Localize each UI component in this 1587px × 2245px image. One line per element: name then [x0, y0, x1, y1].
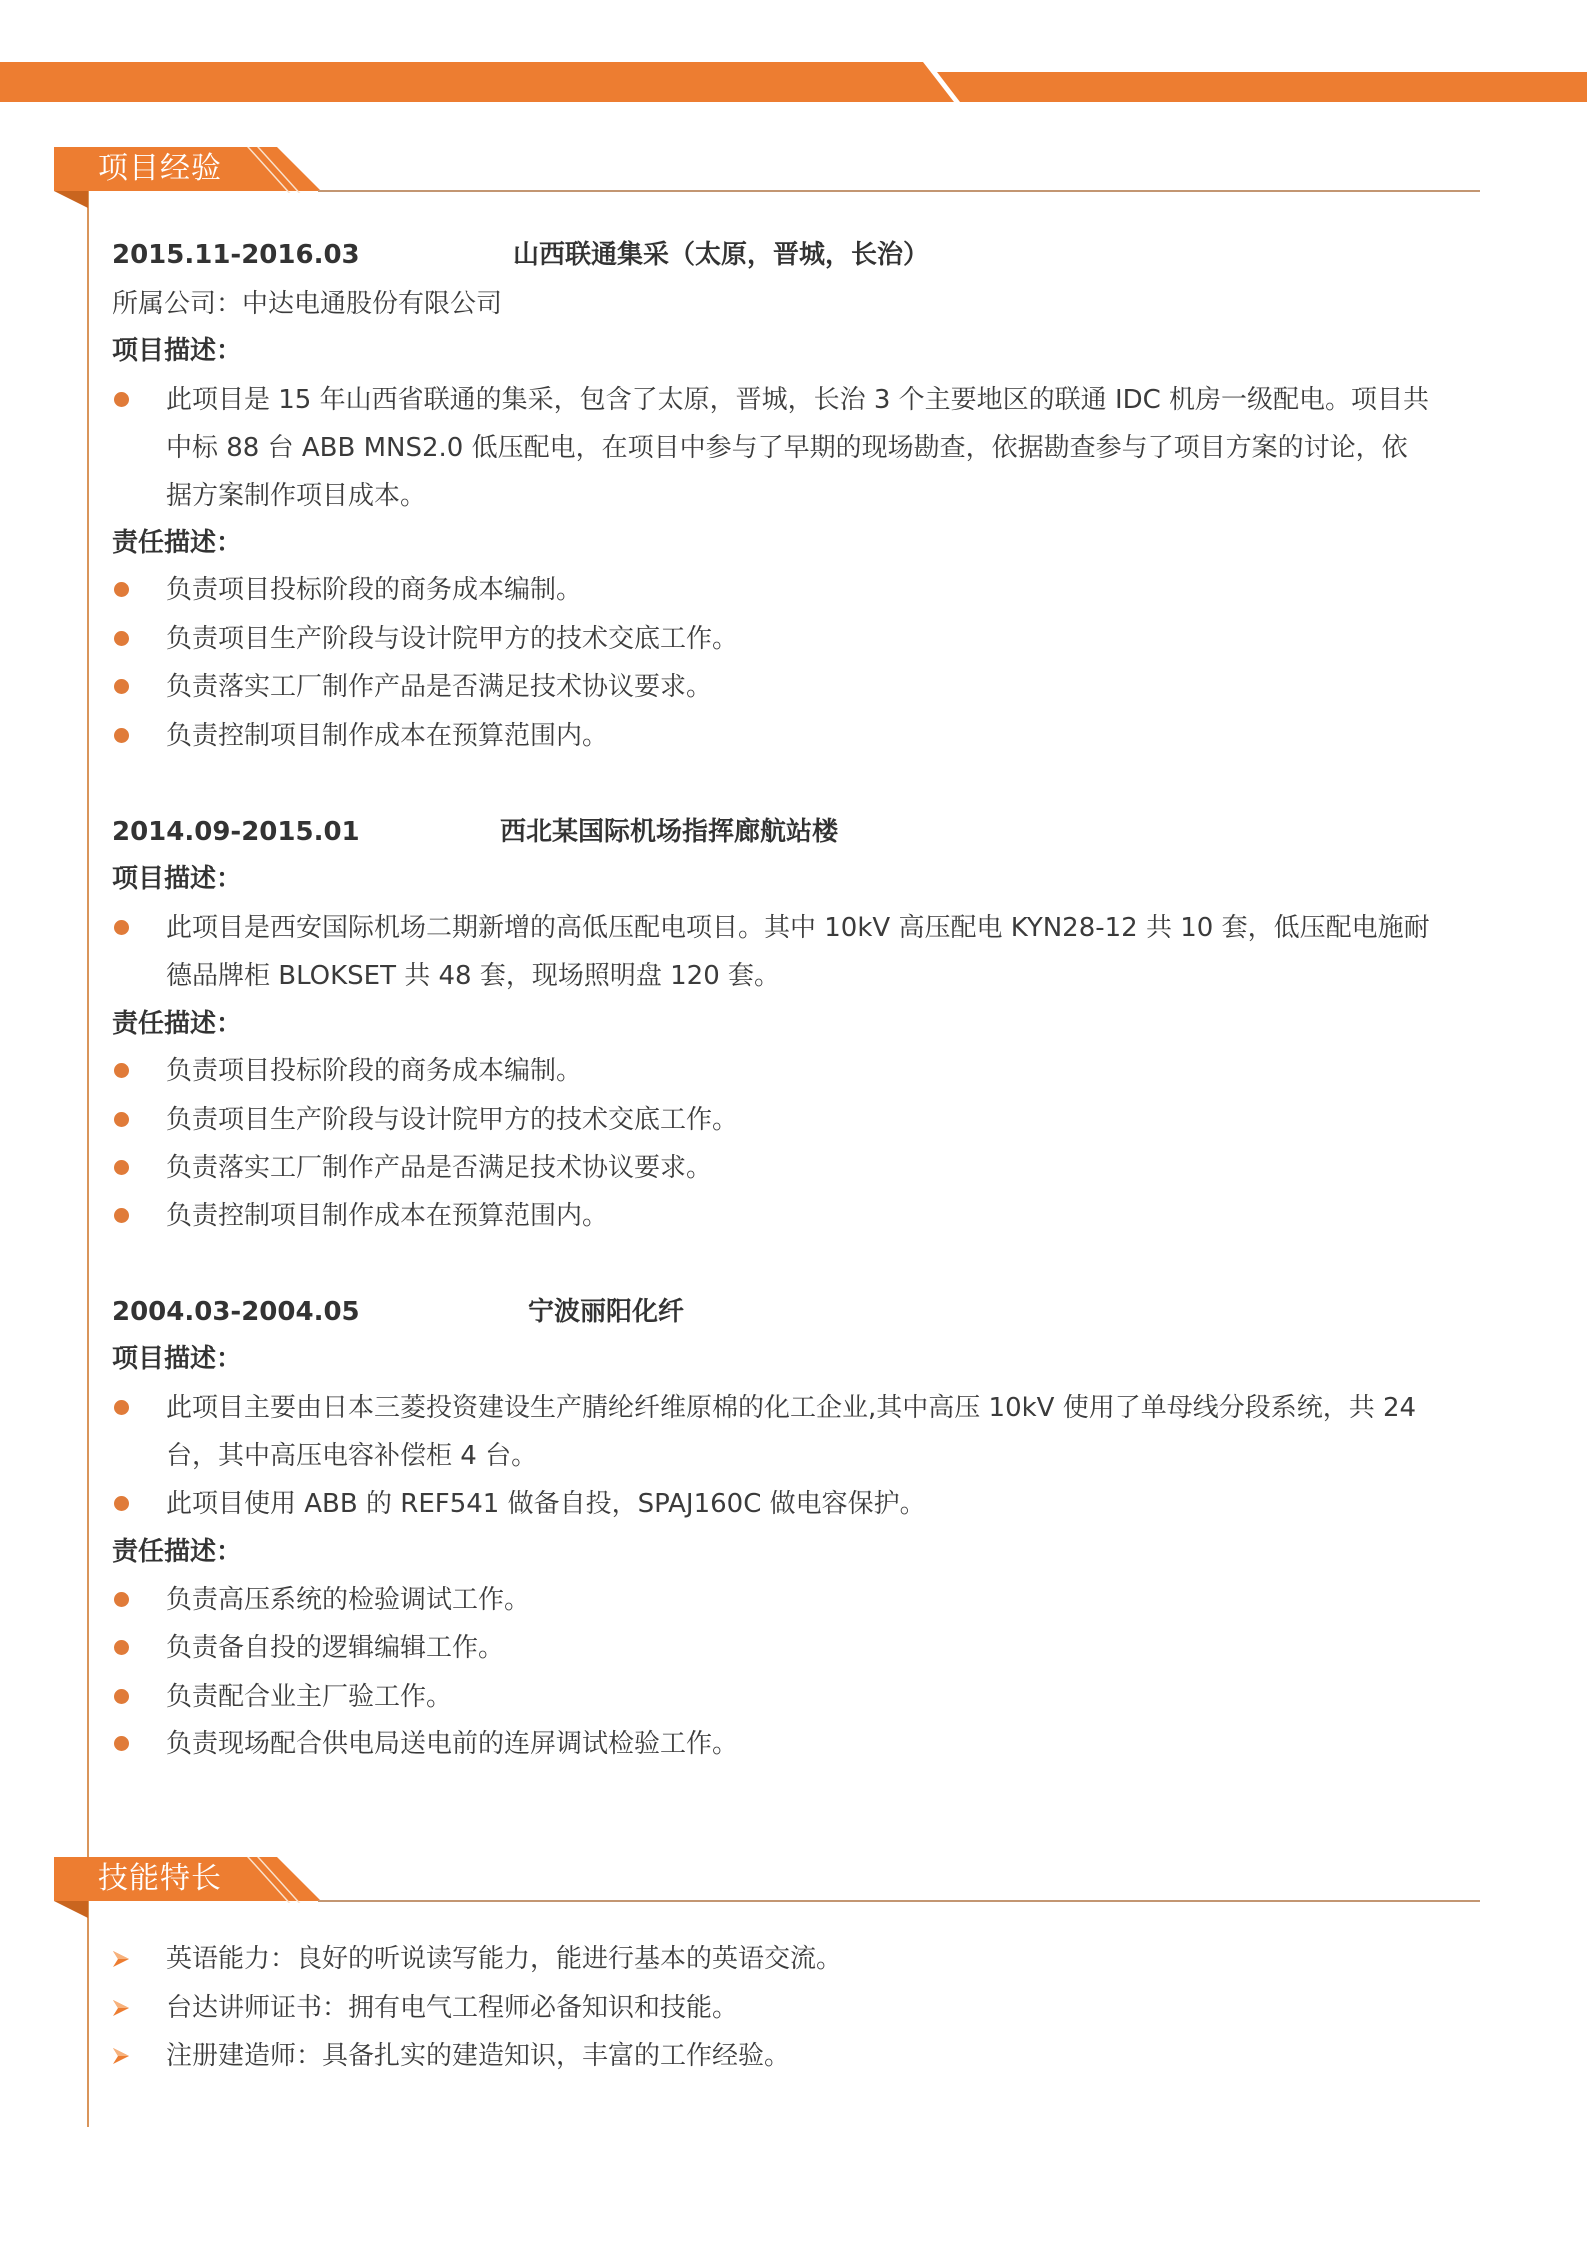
- bullet-dot-icon: [114, 1063, 129, 1078]
- bullet-dot-icon: [114, 728, 129, 743]
- list-item: [112, 1576, 1432, 1624]
- list-item: [112, 663, 1432, 711]
- list-item: [112, 615, 1432, 663]
- list-item-text: 负责高压系统的检验调试工作。: [166, 1585, 531, 1615]
- skill-item-text: 英语能力：良好的听说读写能力，能进行基本的英语交流。: [166, 1944, 843, 1974]
- list-item: [112, 1624, 1432, 1672]
- list-item-text: 此项目使用 ABB 的 REF541 做备自投，SPAJ160C 做电容保护。: [166, 1489, 926, 1519]
- tab-fold-decoration: [54, 1901, 88, 1918]
- bullet-dot-icon: [114, 1400, 129, 1415]
- list-item: [112, 1384, 1432, 1480]
- duty-desc-label: 责任描述：: [112, 1009, 243, 1039]
- arrow-bullet-icon: [112, 2047, 130, 2065]
- project-name: 西北某国际机场指挥廊航站楼: [500, 817, 839, 847]
- list-item-text: 负责项目投标阶段的商务成本编制。: [166, 575, 583, 605]
- skill-item-text: 注册建造师：具备扎实的建造知识，丰富的工作经验。: [166, 2041, 791, 2071]
- list-item-text: 负责配合业主厂验工作。: [166, 1682, 453, 1712]
- tab-fold-decoration: [54, 191, 88, 208]
- bullet-dot-icon: [114, 1112, 129, 1127]
- project-name: 宁波丽阳化纤: [528, 1297, 685, 1327]
- company-label: 所属公司：: [112, 289, 243, 319]
- section-divider-line: [318, 1900, 1480, 1902]
- list-item: [112, 1673, 1432, 1721]
- bullet-dot-icon: [114, 1208, 129, 1223]
- list-item-text: 负责落实工厂制作产品是否满足技术协议要求。: [166, 672, 713, 702]
- section-title: 项目经验: [98, 151, 222, 186]
- project-desc-label: 项目描述：: [112, 864, 243, 894]
- list-item: [112, 1096, 1432, 1144]
- list-item-text: 负责现场配合供电局送电前的连屏调试检验工作。: [166, 1729, 739, 1759]
- project-desc-label: 项目描述：: [112, 1344, 243, 1374]
- list-item-text: 负责项目生产阶段与设计院甲方的技术交底工作。: [166, 624, 739, 654]
- skill-item: [112, 2032, 1432, 2080]
- bullet-dot-icon: [114, 679, 129, 694]
- list-item-text: 负责控制项目制作成本在预算范围内。: [166, 1201, 609, 1231]
- bullet-dot-icon: [114, 1640, 129, 1655]
- bullet-dot-icon: [114, 1736, 129, 1751]
- duty-desc-label: 责任描述：: [112, 1537, 243, 1567]
- list-item-text: 负责项目生产阶段与设计院甲方的技术交底工作。: [166, 1105, 739, 1135]
- list-item: [112, 1480, 1432, 1528]
- list-item: [112, 566, 1432, 614]
- section-title: 技能特长: [98, 1861, 222, 1896]
- bullet-dot-icon: [114, 582, 129, 597]
- project-period: 2004.03-2004.05: [112, 1297, 360, 1327]
- top-banner-right: [937, 72, 1587, 102]
- duty-desc-label: 责任描述：: [112, 528, 243, 558]
- list-item-text: 负责控制项目制作成本在预算范围内。: [166, 721, 609, 751]
- section-header-skills: [54, 1857, 324, 1937]
- company-name: 中达电通股份有限公司: [242, 289, 503, 319]
- project-desc-label: 项目描述：: [112, 336, 243, 366]
- project-name: 山西联通集采（太原，晋城，长治）: [513, 240, 930, 270]
- list-item-text: 此项目主要由日本三菱投资建设生产腈纶纤维原棉的化工企业,其中高压 10kV 使用了单母线分段系统，共 24 台，其中高压电容补偿柜 4 台。: [166, 1393, 1417, 1471]
- list-item: [112, 1720, 1432, 1768]
- project-period: 2014.09-2015.01: [112, 817, 360, 847]
- arrow-bullet-icon: [112, 1950, 130, 1968]
- skill-item-text: 台达讲师证书：拥有电气工程师必备知识和技能。: [166, 1993, 739, 2023]
- section-header-experience: [54, 147, 324, 227]
- list-item-text: 此项目是 15 年山西省联通的集采，包含了太原，晋城，长治 3 个主要地区的联通 IDC 机房一级配电。项目共中标 88 台 ABB MNS2.0 低压配电，在项目中参与了早期的现场勘查，依据勘查参与了项目方案的讨论，依据方案制作项目成本。: [166, 385, 1430, 511]
- bullet-dot-icon: [114, 1160, 129, 1175]
- list-item-text: 负责落实工厂制作产品是否满足技术协议要求。: [166, 1153, 713, 1183]
- bullet-dot-icon: [114, 920, 129, 935]
- bullet-dot-icon: [114, 392, 129, 407]
- company-line: [112, 288, 502, 320]
- bullet-dot-icon: [114, 1496, 129, 1511]
- arrow-bullet-icon: [112, 1999, 130, 2017]
- list-item: [112, 1192, 1432, 1240]
- list-item-text: 负责备自投的逻辑编辑工作。: [166, 1633, 505, 1663]
- skill-item: [112, 1984, 1432, 2032]
- bullet-dot-icon: [114, 1689, 129, 1704]
- list-item: [112, 712, 1432, 760]
- list-item: [112, 1144, 1432, 1192]
- list-item-text: 负责项目投标阶段的商务成本编制。: [166, 1056, 583, 1086]
- bullet-dot-icon: [114, 631, 129, 646]
- list-item-text: 此项目是西安国际机场二期新增的高低压配电项目。其中 10kV 高压配电 KYN28-12 共 10 套，低压配电施耐德品牌柜 BLOKSET 共 48 套，现场照明盘 120 套。: [166, 913, 1430, 991]
- project-period: 2015.11-2016.03: [112, 240, 360, 270]
- top-banner-left: [0, 62, 954, 102]
- section-divider-line: [318, 190, 1480, 192]
- list-item: [112, 1047, 1432, 1095]
- list-item: [112, 904, 1432, 1000]
- left-vertical-rule: [87, 191, 89, 2127]
- list-item: [112, 376, 1432, 520]
- skill-item: [112, 1935, 1432, 1983]
- bullet-dot-icon: [114, 1592, 129, 1607]
